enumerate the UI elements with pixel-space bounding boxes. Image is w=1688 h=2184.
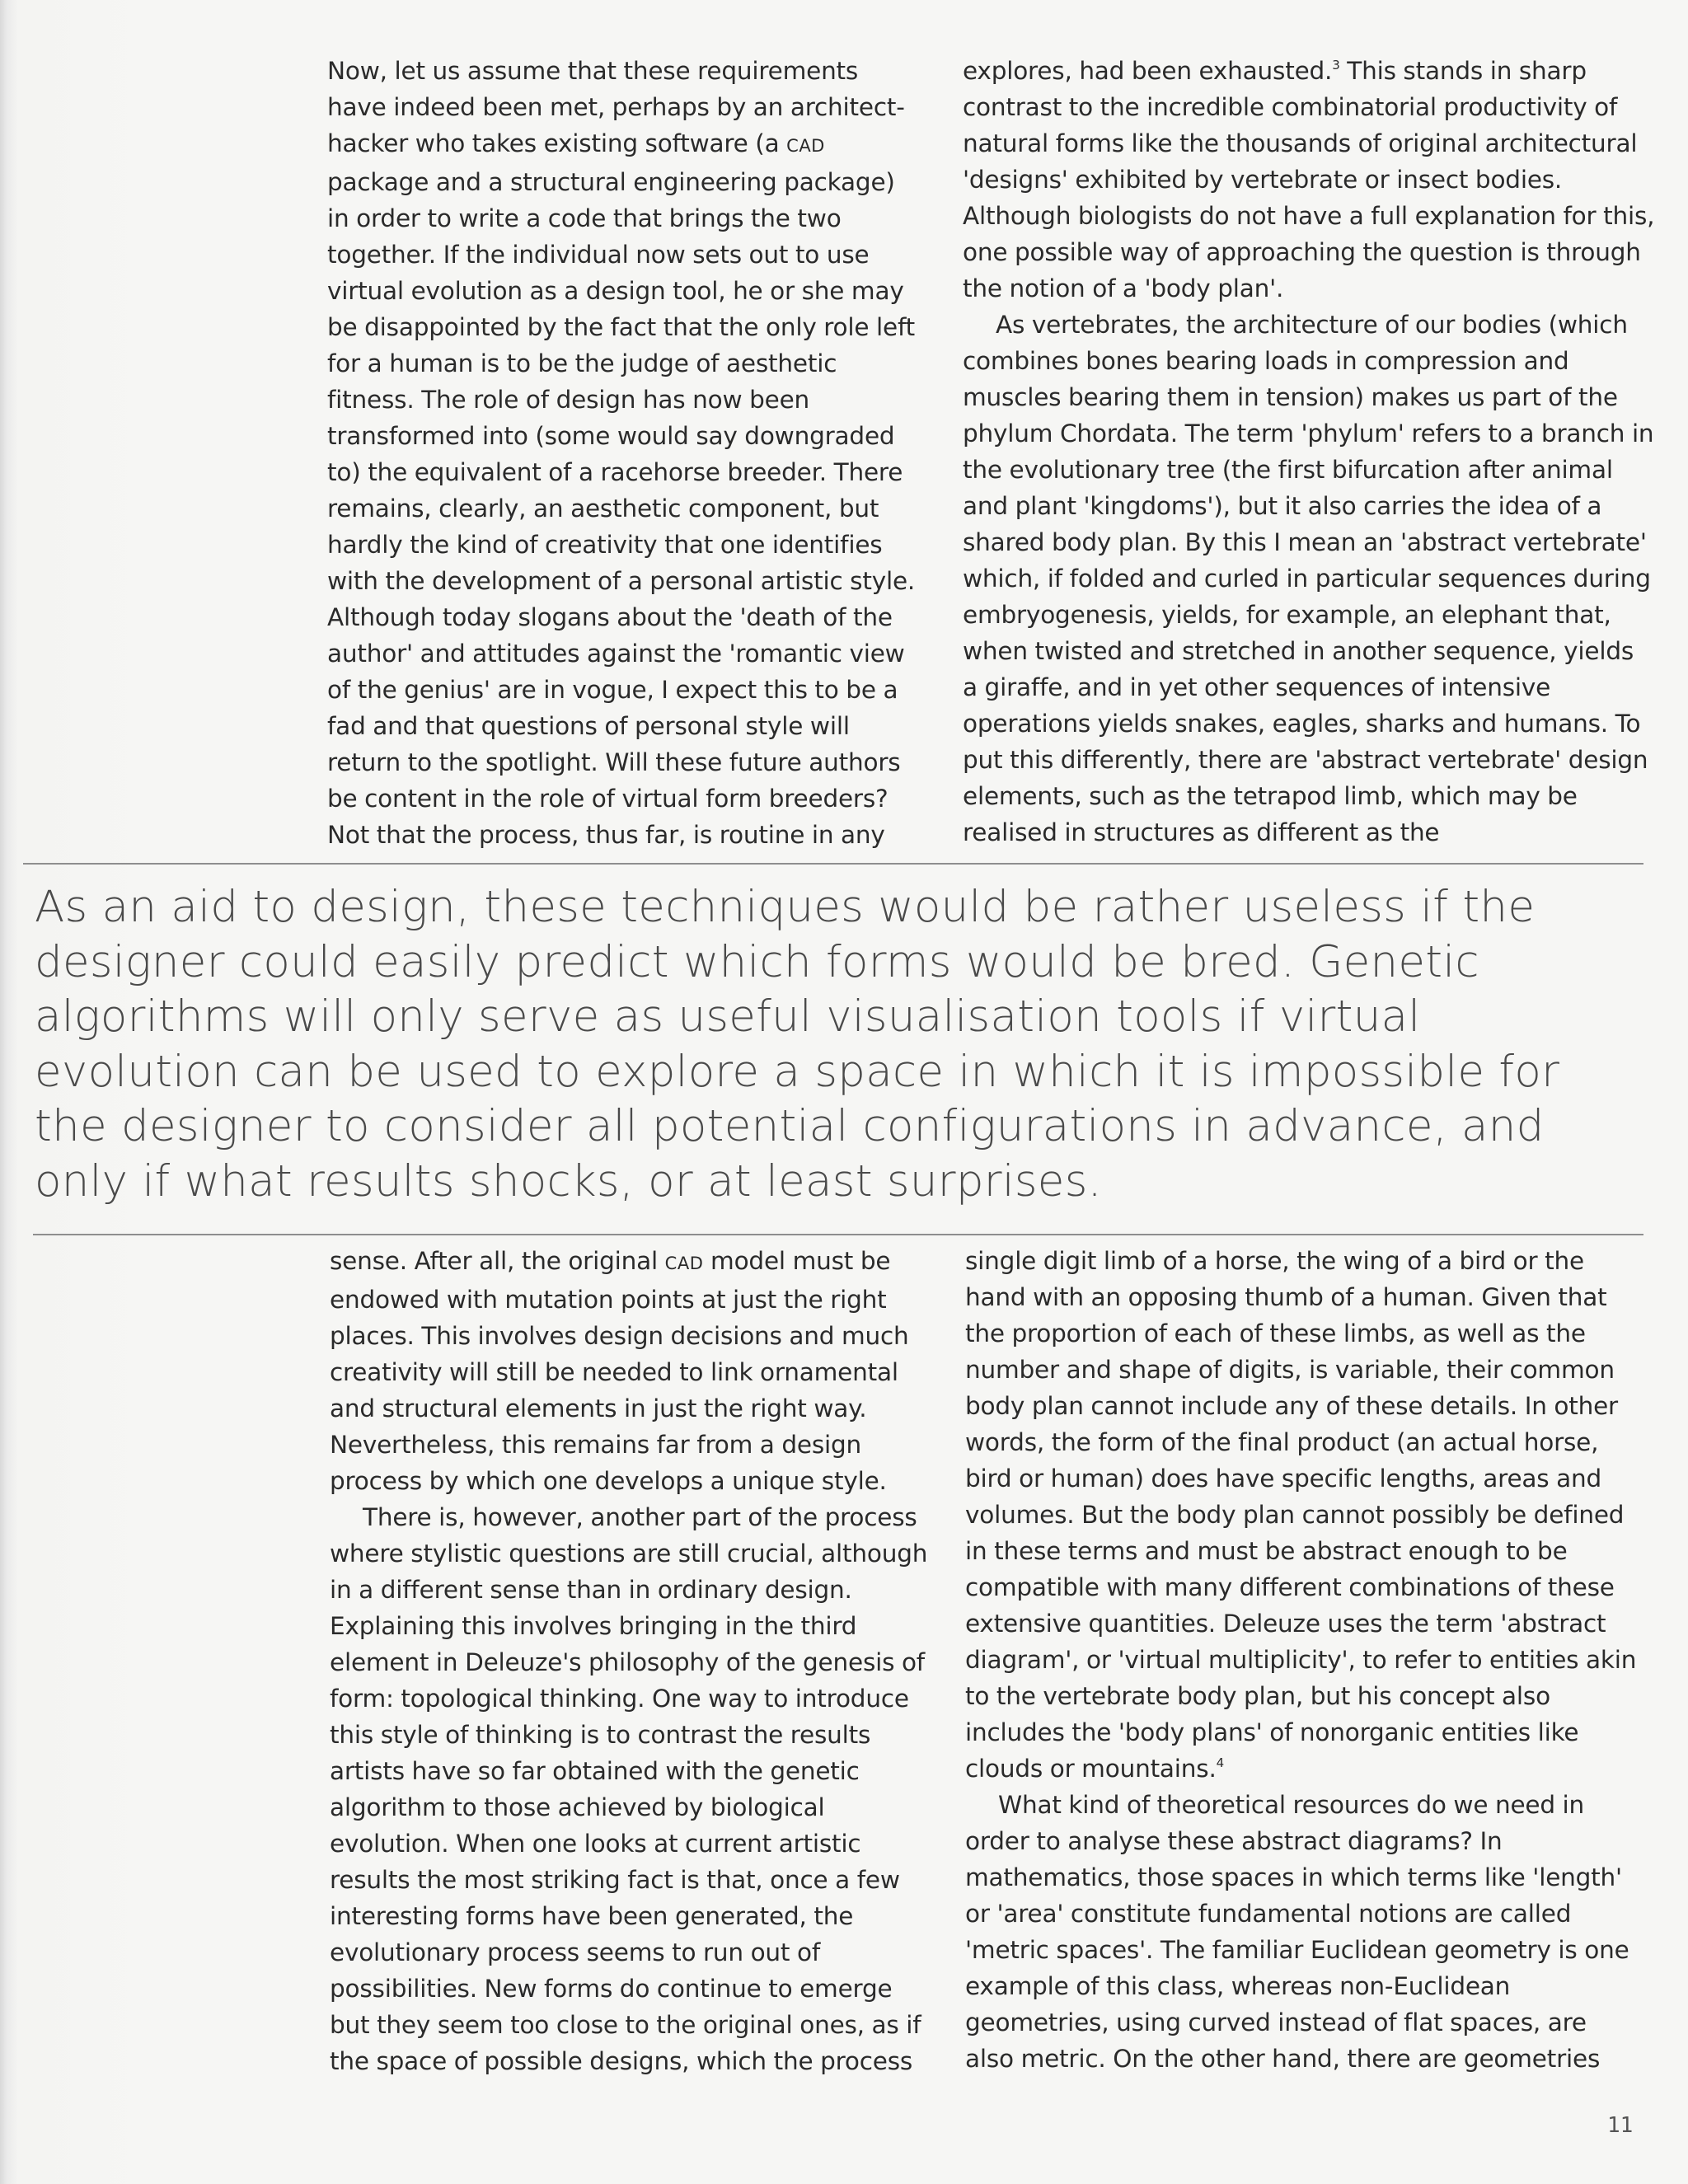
paragraph: single digit limb of a horse, the wing of a bird or the hand with an opposing thumb of a human. Given that the proportion of each of these limbs, as well as the number and shape of digits, is variable, their common body plan cannot include any of these details. In other words, the form of the final product (an actual horse, bird or human) does have specific lengths, areas and volumes. But the body plan cannot possibly be defined in these terms and must be abstract enough to be compatible with many different combinations of these extensive quantities. Deleuze uses the term 'abstract diagram', or 'virtual multiplicity', to refer to entities akin to the vertebrate body plan, but his concept also includes the 'body plans' of nonorganic entities like clouds or mountains.$^4$ — [965, 1247, 1637, 1783]
paragraph: explores, had been exhausted.$^3$ This stands in sharp contrast to the incredible combinatorial productivity of natural forms like the thousands of original architectural 'designs' exhibited by vertebrate or insect bodies. Although biologists do not have a full explanation for this, one possible way of approaching the question is through the notion of a 'body plan'. — [963, 57, 1655, 302]
bottom-right-column — [965, 1243, 1637, 2077]
top-right-column — [963, 53, 1655, 851]
pull-quote: As an aid to design, these techniques would be rather useless if the designer could easily predict which forms would be bred. Genetic algorithms will only serve as useful visualisation tools if virtual evolution can be used to explore a space in which it is impossible for the designer to consider all potential configurations in advance, and only if what results shocks, or at least surprises. — [35, 882, 1560, 1207]
paragraph: As vertebrates, the architecture of our bodies (which combines bones bearing loads in compression and muscles bearing them in tension) makes us part of the phylum Chordata. The term 'phylum' refers to a branch in the evolutionary tree (the first bifurcation after animal and plant 'kingdoms'), but it also carries the idea of a shared body plan. By this I mean an 'abstract vertebrate' which, if folded and curled in particular sequences during embryogenesis, yields, for example, an elephant that, when twisted and stretched in another sequence, yields a giraffe, and in yet other sequences of intensive operations yields snakes, eagles, sharks and humans. To put this differently, there are 'abstract vertebrate' design elements, such as the tetrapod limb, which may be realised in structures as different as the — [963, 311, 1654, 846]
paragraph: Now, let us assume that these requirements have indeed been met, perhaps by an architect-hacker who takes existing software (a CAD package and a structural engineering package) in order to write a code that brings the two together. If the individual now sets out to use virtual evolution as a design tool, he or she may be disappointed by the fact that the only role left for a human is to be the judge of aesthetic fitness. The role of design has now been transformed into (some would say downgraded to) the equivalent of a racehorse breeder. There remains, clearly, an aesthetic component, but hardly the kind of creativity that one identifies with the development of a personal artistic style. Although today slogans about the 'death of the author' and attitudes against the 'romantic view of the genius' are in vogue, I expect this to be a fad and that questions of personal style will return to the spotlight. Will these future authors be content in the role of virtual form breeders? Not that the process, thus far, is routine in any — [327, 57, 916, 849]
small-caps-text: CAD — [664, 1254, 704, 1273]
page-number: 11 — [1607, 2113, 1634, 2138]
bottom-left-column — [330, 1243, 935, 2079]
footnote-marker: 3 — [1332, 58, 1340, 73]
footnote-marker: 4 — [1216, 1755, 1224, 1770]
paragraph: What kind of theoretical resources do we need in order to analyse these abstract diagrams? In mathematics, those spaces in which terms like 'length' or 'area' constitute fundamental notions are called 'metric spaces'. The familiar Euclidean geometry is one example of this class, whereas non-Euclidean geometries, using curved instead of flat spaces, are also metric. On the other hand, there are geometries — [965, 1791, 1629, 2073]
pull-quote-bottom-rule — [33, 1234, 1643, 1235]
small-caps-text: CAD — [786, 136, 825, 156]
pull-quote-top-rule — [23, 863, 1643, 865]
paragraph: sense. After all, the original CAD model must be endowed with mutation points at just the right places. This involves design decisions and much creativity will still be needed to link ornamental and structural elements in just the right way. Nevertheless, this remains far from a design process by which one develops a unique style. — [330, 1247, 909, 1495]
paragraph: There is, however, another part of the process where stylistic questions are still crucial, although in a different sense than in ordinary design. Explaining this involves bringing in the third element in Deleuze's philosophy of the genesis of form: topological thinking. One way to introduce this style of thinking is to contrast the results artists have so far obtained with the genetic algorithm to those achieved by biological evolution. When one looks at current artistic results the most striking fact is that, once a few interesting forms have been generated, the evolutionary process seems to run out of possibilities. New forms do continue to emerge but they seem too close to the original ones, as if the space of possible designs, which the process — [330, 1503, 928, 2075]
top-left-column — [327, 53, 917, 853]
